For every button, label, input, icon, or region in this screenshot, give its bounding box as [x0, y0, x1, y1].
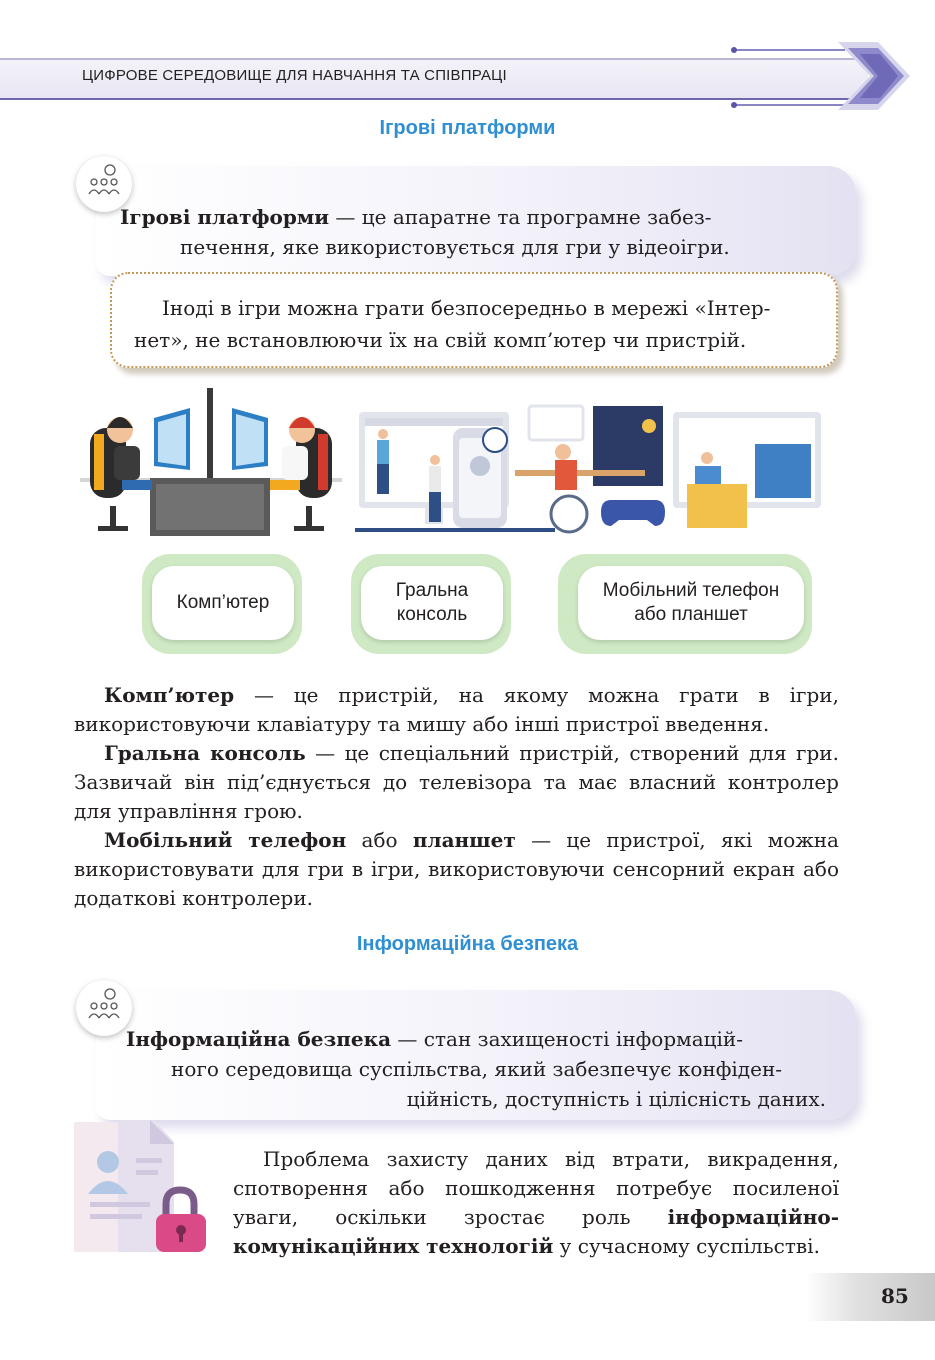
header-chevron-icon: [838, 40, 914, 112]
document-lock-icon: [74, 1118, 214, 1258]
definition-term-security: Інформаційна безпека: [126, 1027, 392, 1051]
pill-mobile: Мобільний телефон або планшет: [578, 566, 804, 640]
header-line-top: [735, 49, 845, 51]
paragraph-mobile: Мобільний телефон або планшет — це пристрої, які можна використовувати для гри в ігри, використовуючи сенсорний екран або додаткові контролери.: [74, 828, 839, 910]
header-dot-top: [731, 47, 737, 53]
body-paragraphs-devices: [74, 681, 839, 913]
header-line-bottom: [735, 104, 845, 106]
paragraph-computer: Комп’ютер — це пристрій, на якому можна грати в ігри, використовуючи клавіатуру та мишу або інші пристрої введення.: [74, 683, 839, 736]
note-text: Іноді в ігри можна грати безпосередньо в мережі «Інтер- нет», не встановлюючи їх на свій комп’ютер чи пристрій.: [134, 296, 771, 352]
page-number: 85: [881, 1284, 909, 1308]
devices-illustration: [355, 404, 825, 536]
definition-term: Ігрові платформи: [120, 205, 330, 229]
paragraph-console: Гральна консоль — це спеціальний пристрій, створений для гри. Зазвичай він під’єднується до телевізора та має власний контролер для управління грою.: [74, 741, 839, 823]
pill-console: Гральна консоль: [361, 566, 503, 640]
pill-computer: Комп’ютер: [152, 566, 294, 640]
definition-text-gaming: Ігрові платформи — це апаратне та програмне забез- печення, яке використовується для гри у відеоігри.: [120, 205, 730, 259]
header-dot-bottom: [731, 102, 737, 108]
section-title-gaming-platforms: Ігрові платформи: [379, 117, 556, 139]
group-discussion-icon: [76, 980, 132, 1036]
gamers-illustration: [80, 388, 342, 536]
section-title-info-security: Інформаційна безпека: [356, 933, 579, 955]
definition-icon-circle-2: [76, 980, 132, 1036]
header-title: ЦИФРОВЕ СЕРЕДОВИЩЕ ДЛЯ НАВЧАННЯ ТА СПІВПРАЦІ: [82, 67, 507, 84]
definition-text-security: Інформаційна безпека — стан захищеності інформацій- ного середовища суспільства, який забезпечує конфіден- ційність, доступність і цілісність даних.: [126, 1027, 826, 1111]
paragraph-security: Проблема захисту даних від втрати, викрадення, спотворення або пошкодження потребує посиленої уваги, оскільки зростає роль інформаційно-комунікаційних технологій у сучасному суспільстві.: [233, 1147, 839, 1258]
page-number-tab: [805, 1273, 935, 1321]
